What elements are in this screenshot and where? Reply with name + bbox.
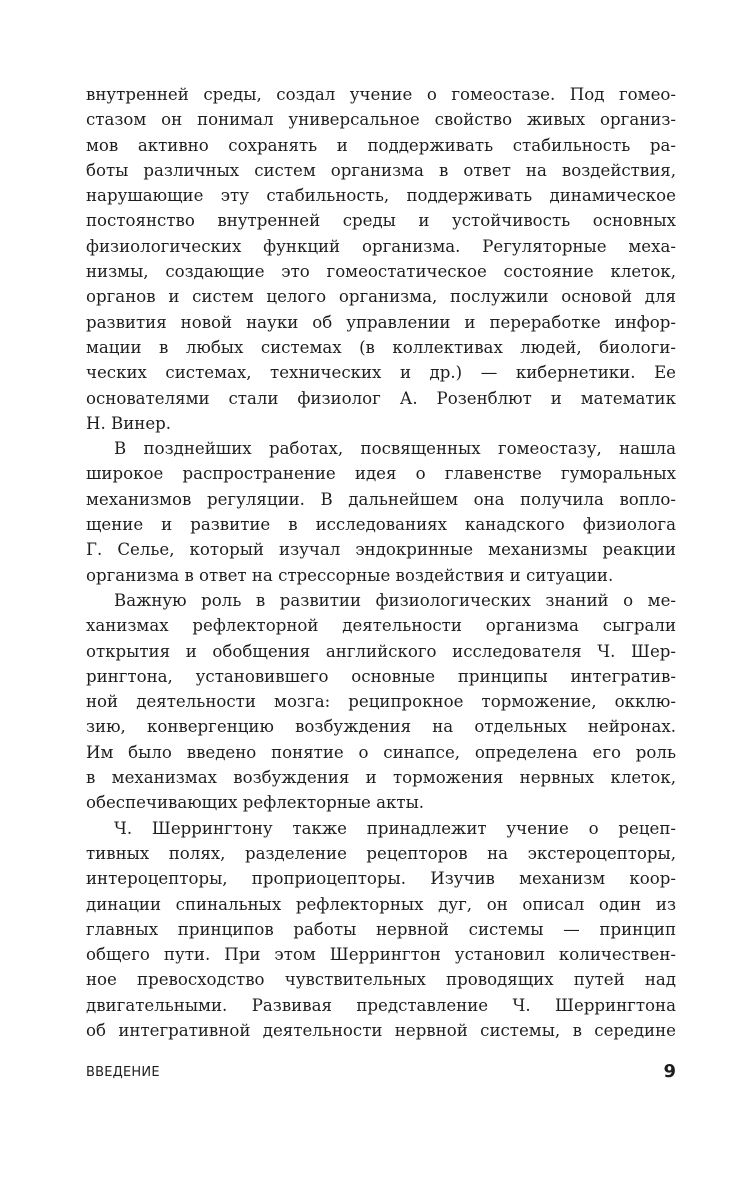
text-line: двигательными. Развивая представление Ч. Шеррингтона xyxy=(86,995,676,1015)
text-line: ное превосходство чувствительных проводящих путей над xyxy=(86,970,676,990)
text-line: рингтона, установившего основные принципы интегратив- xyxy=(86,666,676,686)
text-line: развития новой науки об управлении и переработке инфор- xyxy=(86,312,676,332)
paragraph-4 xyxy=(86,816,676,1044)
text-line: организма в ответ на стрессорные воздействия и ситуации. xyxy=(86,565,614,585)
paragraph-3 xyxy=(86,588,676,816)
text-line: Г. Селье, который изучал эндокринные механизмы реакции xyxy=(86,540,676,560)
text-line: основателями стали физиолог А. Розенблют и математик xyxy=(86,388,676,408)
text-line: щение и развитие в исследованиях канадского физиолога xyxy=(86,515,676,535)
text-line: открытия и обобщения английского исследователя Ч. Шер- xyxy=(86,641,676,661)
text-line: Им было введено понятие о синапсе, определена его роль xyxy=(86,742,676,762)
text-line: Н. Винер. xyxy=(86,413,172,433)
text-line: динации спинальных рефлекторных дуг, он описал один из xyxy=(86,894,676,914)
text-line: В позднейших работах, посвященных гомеостазу, нашла xyxy=(114,439,676,459)
running-head: ВВЕДЕНИЕ xyxy=(86,1065,160,1080)
page-body xyxy=(86,82,676,1043)
text-line: в механизмах возбуждения и торможения нервных клеток, xyxy=(86,768,676,788)
text-line: низмы, создающие это гомеостатическое состояние клеток, xyxy=(86,262,676,282)
text-line: главных принципов работы нервной системы — принцип xyxy=(86,919,676,939)
text-line: физиологических функций организма. Регуляторные меха- xyxy=(86,236,676,256)
text-line: мов активно сохранять и поддерживать стабильность ра- xyxy=(86,135,676,155)
text-line: внутренней среды, создал учение о гомеостазе. Под гомео- xyxy=(86,85,676,104)
text-line: Ч. Шеррингтону также принадлежит учение о рецеп- xyxy=(114,818,676,838)
text-line: ной деятельности мозга: реципрокное торможение, окклю- xyxy=(86,692,676,712)
text-line: стазом он понимал универсальное свойство живых организ- xyxy=(86,110,676,130)
text-line: ханизмах рефлекторной деятельности организма сыграли xyxy=(86,616,676,636)
text-line: ческих системах, технических и др.) — кибернетики. Ее xyxy=(86,363,676,383)
text-line: обеспечивающих рефлекторные акты. xyxy=(86,793,425,813)
text-line: интероцепторы, проприоцепторы. Изучив механизм коор- xyxy=(86,869,676,889)
text-line: об интегративной деятельности нервной системы, в середине xyxy=(86,1020,676,1040)
text-line: постоянство внутренней среды и устойчивость основных xyxy=(86,211,676,231)
page-number: 9 xyxy=(663,1061,676,1082)
text-line: органов и систем целого организма, послужили основой для xyxy=(86,287,676,307)
text-line: нарушающие эту стабильность, поддерживать динамическое xyxy=(86,186,676,206)
text-line: боты различных систем организма в ответ на воздействия, xyxy=(86,160,676,180)
text-line: широкое распространение идея о главенстве гуморальных xyxy=(86,464,676,484)
text-line: зию, конвергенцию возбуждения на отдельных нейронах. xyxy=(86,717,676,737)
paragraph-2 xyxy=(86,436,676,588)
page-footer xyxy=(86,1061,676,1091)
text-line: механизмов регуляции. В дальнейшем она получила вопло- xyxy=(86,489,676,509)
text-line: Важную роль в развитии физиологических знаний о ме- xyxy=(114,590,676,610)
paragraph-1 xyxy=(86,82,676,436)
text-line: тивных полях, разделение рецепторов на экстероцепторы, xyxy=(86,843,676,863)
text-line: общего пути. При этом Шеррингтон установил количествен- xyxy=(86,945,676,965)
text-line: мации в любых системах (в коллективах людей, биологи- xyxy=(86,337,676,357)
